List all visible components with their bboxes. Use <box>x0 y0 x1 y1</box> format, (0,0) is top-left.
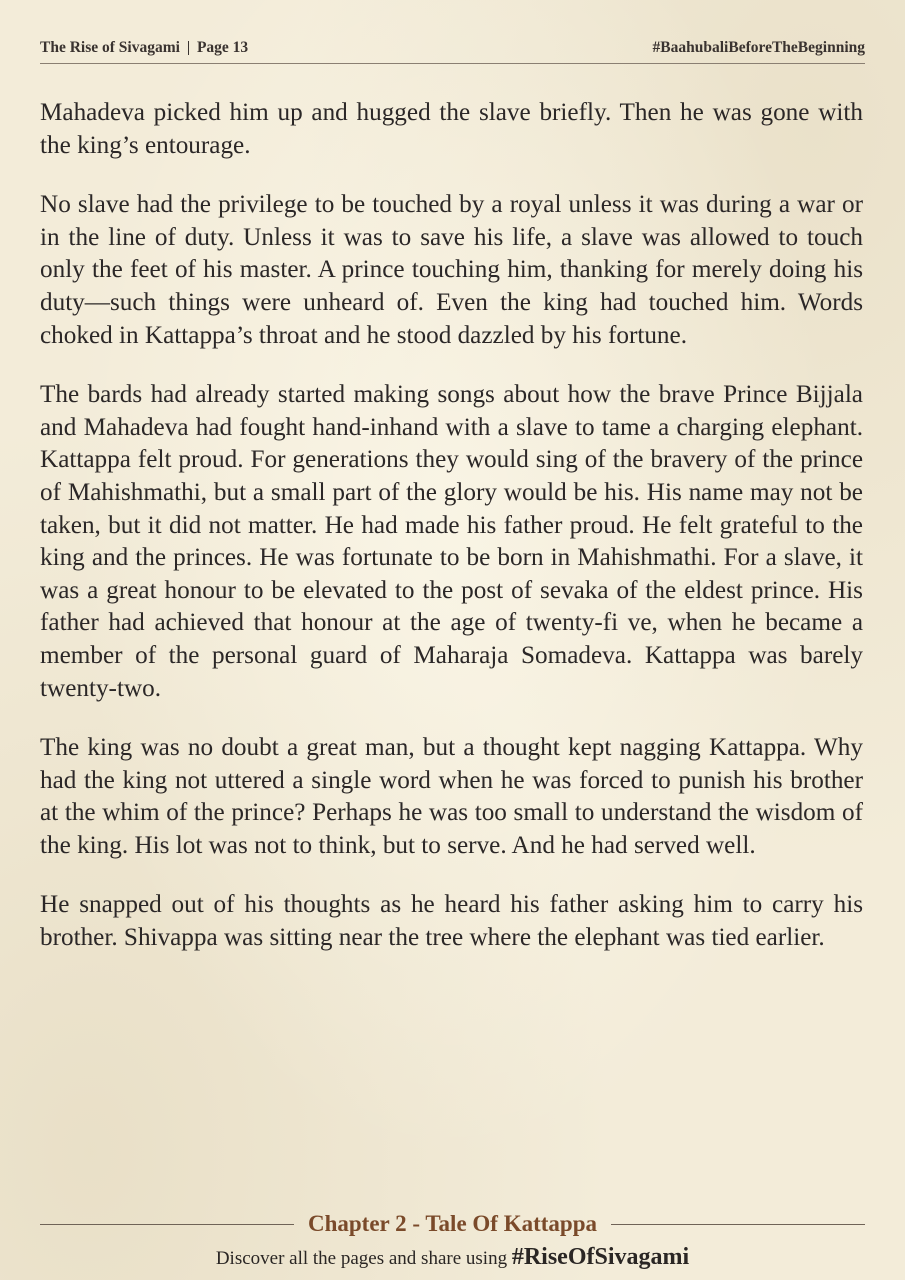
chapter-footer <box>40 1206 865 1242</box>
page-number: Page 13 <box>196 39 249 56</box>
paragraph-5: He snapped out of his thoughts as he heard his father asking him to carry his brother. Shivappa was sitting near the tree where the elephant was tied earlier. <box>40 891 863 952</box>
chapter-title: Chapter 2 - Tale Of Kattappa <box>307 1211 598 1236</box>
page-header <box>40 34 865 62</box>
header-hashtag: #BaahubaliBeforeTheBeginning <box>652 39 865 56</box>
footer-rule-right <box>611 1224 865 1225</box>
share-line <box>0 1244 905 1271</box>
page-body <box>40 97 863 955</box>
footer-rule-left <box>40 1224 294 1225</box>
share-text: Discover all the pages and share using <box>215 1248 512 1269</box>
header-rule <box>40 63 865 64</box>
header-divider <box>188 41 189 55</box>
header-left <box>40 39 248 57</box>
paragraph-3: The bards had already started making songs about how the brave Prince Bijjala and Mahadeva had fought hand-inhand with a slave to tame a charging elephant. Kattappa felt proud. For generations they would sing of the bravery of the prince of Mahishmathi, but a small part of the glory would be his. His name may not be taken, but it did not matter. He had made his father proud. He felt grateful to the king and the princes. He was fortunate to be born in Mahishmathi. For a slave, it was a great honour to be elevated to the post of sevaka of the eldest prince. His father had achieved that honour at the age of twenty-fi ve, when he became a member of the personal guard of Maharaja Somadeva. Kattappa was barely twenty-two. <box>40 381 863 702</box>
book-title: The Rise of Sivagami <box>40 39 180 56</box>
paragraph-2: No slave had the privilege to be touched by a royal unless it was during a war or in the line of duty. Unless it was to save his life, a slave was allowed to touch only the feet of his master. A prince touching him, thanking for merely doing his duty—such things were unheard of. Even the king had touched him. Words choked in Kattappa’s throat and he stood dazzled by his fortune. <box>40 191 863 349</box>
share-hashtag: #RiseOfSivagami <box>511 1244 690 1270</box>
paragraph-4: The king was no doubt a great man, but a thought kept nagging Kattappa. Why had the king not uttered a single word when he was forced to punish his brother at the whim of the prince? Perhaps he was too small to understand the wisdom of the king. His lot was not to think, but to serve. And he had served well. <box>40 734 863 859</box>
paragraph-1: Mahadeva picked him up and hugged the slave briefly. Then he was gone with the king’s entourage. <box>40 99 863 159</box>
